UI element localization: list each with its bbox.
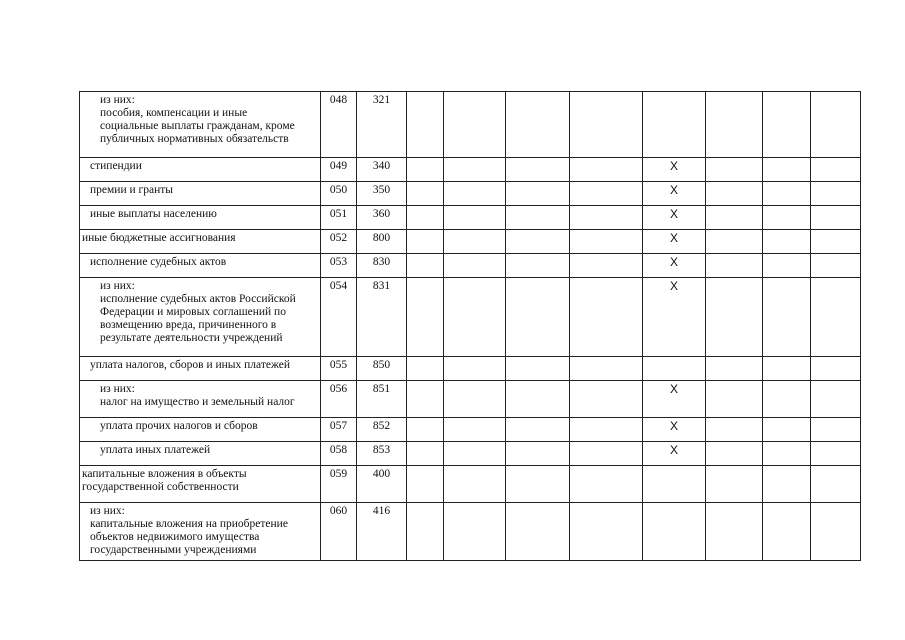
row-mark-cell: X [643, 230, 706, 254]
empty-cell [444, 466, 506, 503]
table-row [80, 254, 861, 278]
empty-cell [570, 230, 643, 254]
row-code-cell: 060 [321, 503, 357, 561]
empty-cell [811, 503, 861, 561]
empty-cell [570, 357, 643, 381]
empty-cell [444, 418, 506, 442]
empty-cell [570, 503, 643, 561]
row-name-cell: из них: налог на имущество и земельный налог [80, 381, 321, 418]
table-row [80, 442, 861, 466]
empty-cell [763, 466, 811, 503]
row-mark-cell [643, 357, 706, 381]
empty-cell [407, 503, 444, 561]
empty-cell [706, 381, 763, 418]
row-name-cell: из них: пособия, компенсации и иные социальные выплаты гражданам, кроме публичных нормативных обязательств [80, 92, 321, 158]
empty-cell [407, 278, 444, 357]
empty-cell [811, 357, 861, 381]
report-table [79, 91, 861, 561]
empty-cell [706, 230, 763, 254]
empty-cell [444, 206, 506, 230]
row-name-cell: уплата прочих налогов и сборов [80, 418, 321, 442]
row-mark-cell: X [643, 254, 706, 278]
empty-cell [706, 357, 763, 381]
empty-cell [811, 182, 861, 206]
row-code-cell: 048 [321, 92, 357, 158]
empty-cell [811, 158, 861, 182]
row-name-cell: уплата иных платежей [80, 442, 321, 466]
table-row [80, 158, 861, 182]
empty-cell [407, 92, 444, 158]
table-row [80, 230, 861, 254]
row-code-cell: 058 [321, 442, 357, 466]
empty-cell [811, 381, 861, 418]
empty-cell [706, 442, 763, 466]
empty-cell [763, 158, 811, 182]
empty-cell [811, 230, 861, 254]
row-code-cell: 056 [321, 381, 357, 418]
table-row [80, 466, 861, 503]
row-name-cell: из них: исполнение судебных актов Российской Федерации и мировых соглашений по возмещению вреда, причиненного в результате деятельности учреждений [80, 278, 321, 357]
row-code-cell: 051 [321, 206, 357, 230]
empty-cell [444, 503, 506, 561]
empty-cell [444, 92, 506, 158]
table-body [80, 92, 861, 561]
empty-cell [763, 92, 811, 158]
empty-cell [706, 206, 763, 230]
table-row [80, 182, 861, 206]
row-code-cell: 057 [321, 418, 357, 442]
row-kbk-cell: 340 [357, 158, 407, 182]
empty-cell [763, 442, 811, 466]
row-mark-cell [643, 92, 706, 158]
row-kbk-cell: 416 [357, 503, 407, 561]
empty-cell [811, 254, 861, 278]
empty-cell [506, 278, 570, 357]
empty-cell [570, 92, 643, 158]
row-code-cell: 055 [321, 357, 357, 381]
empty-cell [570, 206, 643, 230]
empty-cell [811, 206, 861, 230]
empty-cell [407, 182, 444, 206]
table-row [80, 92, 861, 158]
row-mark-cell: X [643, 158, 706, 182]
empty-cell [706, 418, 763, 442]
empty-cell [811, 418, 861, 442]
empty-cell [444, 158, 506, 182]
table-row [80, 418, 861, 442]
empty-cell [506, 158, 570, 182]
empty-cell [506, 182, 570, 206]
empty-cell [570, 418, 643, 442]
empty-cell [407, 357, 444, 381]
row-kbk-cell: 321 [357, 92, 407, 158]
row-name-cell: иные выплаты населению [80, 206, 321, 230]
row-mark-cell: X [643, 206, 706, 230]
row-name-cell: капитальные вложения в объекты государственной собственности [80, 466, 321, 503]
row-name-cell: из них: капитальные вложения на приобретение объектов недвижимого имущества государственными учреждениями [80, 503, 321, 561]
empty-cell [506, 230, 570, 254]
empty-cell [407, 381, 444, 418]
table-row [80, 381, 861, 418]
table-row [80, 357, 861, 381]
empty-cell [706, 182, 763, 206]
row-mark-cell: X [643, 182, 706, 206]
row-code-cell: 049 [321, 158, 357, 182]
empty-cell [763, 381, 811, 418]
empty-cell [706, 278, 763, 357]
empty-cell [506, 442, 570, 466]
row-kbk-cell: 400 [357, 466, 407, 503]
empty-cell [570, 182, 643, 206]
empty-cell [444, 442, 506, 466]
empty-cell [506, 381, 570, 418]
empty-cell [706, 466, 763, 503]
row-mark-cell: X [643, 278, 706, 357]
empty-cell [811, 278, 861, 357]
row-kbk-cell: 360 [357, 206, 407, 230]
row-kbk-cell: 853 [357, 442, 407, 466]
row-code-cell: 050 [321, 182, 357, 206]
empty-cell [407, 158, 444, 182]
empty-cell [506, 503, 570, 561]
empty-cell [407, 418, 444, 442]
empty-cell [444, 182, 506, 206]
empty-cell [811, 442, 861, 466]
row-mark-cell: X [643, 381, 706, 418]
row-kbk-cell: 852 [357, 418, 407, 442]
row-kbk-cell: 850 [357, 357, 407, 381]
empty-cell [407, 466, 444, 503]
table-row [80, 278, 861, 357]
row-mark-cell: X [643, 418, 706, 442]
empty-cell [763, 182, 811, 206]
row-mark-cell [643, 466, 706, 503]
row-mark-cell [643, 503, 706, 561]
empty-cell [506, 357, 570, 381]
empty-cell [407, 442, 444, 466]
empty-cell [570, 158, 643, 182]
row-name-cell: уплата налогов, сборов и иных платежей [80, 357, 321, 381]
row-kbk-cell: 831 [357, 278, 407, 357]
empty-cell [506, 254, 570, 278]
empty-cell [570, 278, 643, 357]
table-row [80, 503, 861, 561]
empty-cell [407, 254, 444, 278]
empty-cell [570, 254, 643, 278]
row-name-cell: иные бюджетные ассигнования [80, 230, 321, 254]
row-code-cell: 052 [321, 230, 357, 254]
empty-cell [763, 254, 811, 278]
row-code-cell: 054 [321, 278, 357, 357]
empty-cell [444, 254, 506, 278]
empty-cell [444, 381, 506, 418]
empty-cell [811, 466, 861, 503]
empty-cell [570, 442, 643, 466]
empty-cell [506, 418, 570, 442]
empty-cell [506, 206, 570, 230]
empty-cell [506, 92, 570, 158]
row-kbk-cell: 800 [357, 230, 407, 254]
empty-cell [763, 357, 811, 381]
empty-cell [706, 92, 763, 158]
row-kbk-cell: 830 [357, 254, 407, 278]
row-name-cell: исполнение судебных актов [80, 254, 321, 278]
empty-cell [444, 278, 506, 357]
empty-cell [763, 206, 811, 230]
empty-cell [811, 92, 861, 158]
empty-cell [506, 466, 570, 503]
row-code-cell: 059 [321, 466, 357, 503]
empty-cell [570, 381, 643, 418]
empty-cell [444, 357, 506, 381]
empty-cell [706, 503, 763, 561]
row-code-cell: 053 [321, 254, 357, 278]
empty-cell [706, 158, 763, 182]
empty-cell [444, 230, 506, 254]
empty-cell [763, 503, 811, 561]
empty-cell [706, 254, 763, 278]
table-row [80, 206, 861, 230]
row-name-cell: премии и гранты [80, 182, 321, 206]
row-name-cell: стипендии [80, 158, 321, 182]
empty-cell [407, 206, 444, 230]
row-kbk-cell: 350 [357, 182, 407, 206]
empty-cell [763, 278, 811, 357]
empty-cell [763, 418, 811, 442]
row-kbk-cell: 851 [357, 381, 407, 418]
empty-cell [407, 230, 444, 254]
row-mark-cell: X [643, 442, 706, 466]
empty-cell [570, 466, 643, 503]
empty-cell [763, 230, 811, 254]
